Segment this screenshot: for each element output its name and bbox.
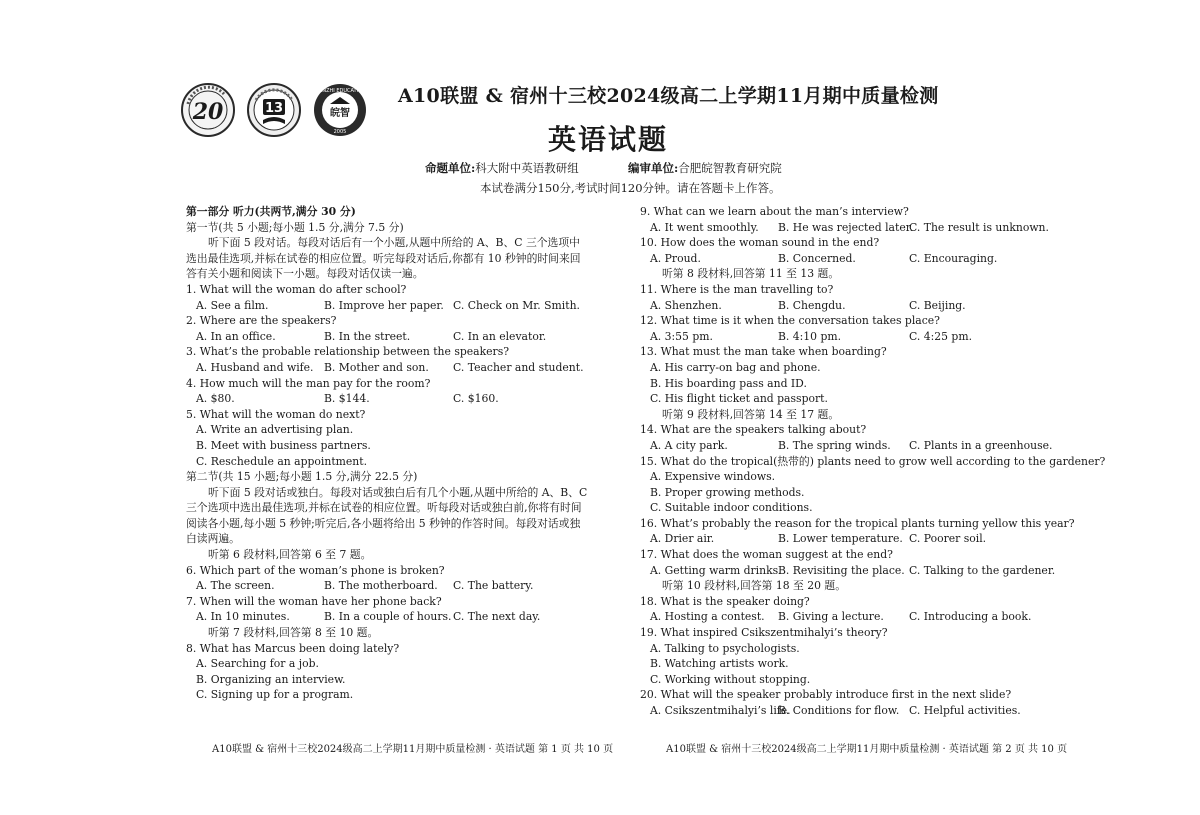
option-c: C. 4:25 pm. bbox=[909, 329, 972, 343]
option-a: A. Proud. bbox=[650, 251, 701, 265]
options-7 bbox=[186, 609, 590, 625]
page-footer-left: A10联盟 & 宿州十三校2024级高二上学期11月期中质量检测 · 英语试题 第 1 页 共 10 页 bbox=[212, 744, 614, 755]
option-a: A. In 10 minutes. bbox=[196, 610, 290, 624]
option-c: C. The battery. bbox=[453, 579, 534, 593]
part-heading: 第一部分 听力(共两节,满分 30 分) bbox=[186, 205, 356, 218]
options-3 bbox=[186, 360, 590, 376]
options-11 bbox=[640, 298, 1060, 314]
question-7: 7. When will the woman have her phone back? bbox=[186, 594, 442, 608]
option-c: C. Encouraging. bbox=[909, 251, 998, 265]
question-8: 8. What has Marcus been doing lately? bbox=[186, 641, 400, 655]
option-c: C. Teacher and student. bbox=[453, 360, 584, 374]
seal-text: 20 bbox=[192, 99, 224, 125]
option-a: A. Drier air. bbox=[650, 532, 715, 546]
options-1 bbox=[186, 298, 590, 314]
option-a: A. Write an advertising plan. bbox=[196, 423, 354, 437]
question-15: 15. What do the tropical(热带的) plants need to grow well according to the gardener? bbox=[640, 454, 1106, 468]
option-a: A. 3:55 pm. bbox=[650, 329, 713, 343]
option-a: A. Hosting a contest. bbox=[650, 610, 765, 624]
option-c: C. Reschedule an appointment. bbox=[196, 454, 368, 468]
option-a: A. It went smoothly. bbox=[650, 220, 759, 234]
material-heading: 听第 8 段材料,回答第 11 至 13 题。 bbox=[662, 267, 840, 281]
option-c: C. Signing up for a program. bbox=[196, 688, 354, 702]
school-alliance-seal-icon bbox=[180, 82, 236, 138]
option-b: B. In the street. bbox=[324, 329, 411, 343]
reviewer-info bbox=[628, 160, 782, 176]
option-c: C. Introducing a book. bbox=[909, 610, 1032, 624]
seal-text: 皖智 bbox=[330, 108, 350, 119]
option-c: C. The next day. bbox=[453, 610, 541, 624]
section-instructions: 听下面 5 段对话。每段对话后有一个小题,从题中所给的 A、B、C 三个选项中选出最佳选项,并标在试卷的相应位置。听完每段对话后,你都有 10 秒钟的时间来回答有关小题和阅读下一小题。每段对话仅读一遍。 bbox=[186, 236, 581, 281]
question-13: 13. What must the man take when boarding? bbox=[640, 345, 887, 359]
option-b: B. Giving a lecture. bbox=[778, 610, 884, 624]
options-6 bbox=[186, 578, 590, 594]
option-b: B. Proper growing methods. bbox=[650, 485, 805, 499]
number-13-seal-icon bbox=[246, 82, 302, 138]
option-c: C. Check on Mr. Smith. bbox=[453, 298, 580, 312]
compiler-label: 命题单位: bbox=[425, 161, 476, 175]
reviewer-label: 编审单位: bbox=[628, 161, 679, 175]
option-b: B. Organizing an interview. bbox=[196, 672, 346, 686]
option-c: C. Working without stopping. bbox=[650, 672, 811, 686]
question-4: 4. How much will the man pay for the room? bbox=[186, 376, 431, 390]
option-a: A. The screen. bbox=[196, 579, 275, 593]
option-a: A. His carry-on bag and phone. bbox=[650, 360, 821, 374]
options-12 bbox=[640, 329, 1060, 345]
material-heading: 听第 9 段材料,回答第 14 至 17 题。 bbox=[662, 407, 840, 421]
section-instructions: 听下面 5 段对话或独白。每段对话或独白后有几个小题,从题中所给的 A、B、C 三个选项中选出最佳选项,并标在试卷的相应位置。听每段对话或独白前,你将有时间阅读各小题,每小题 5 秒钟;听完后,各小题将给出 5 秒钟的作答时间。每段对话或独白读两遍。 bbox=[186, 485, 588, 546]
question-1: 1. What will the woman do after school? bbox=[186, 282, 407, 296]
option-a: A. Talking to psychologists. bbox=[650, 641, 800, 655]
option-b: B. Lower temperature. bbox=[778, 532, 903, 546]
compiler-info bbox=[425, 160, 579, 176]
section-heading: 第二节(共 15 小题;每小题 1.5 分,满分 22.5 分) bbox=[186, 470, 418, 484]
option-a: A. Csikszentmihalyi’s life. bbox=[650, 704, 791, 717]
option-a: A. Searching for a job. bbox=[196, 657, 319, 671]
question-2: 2. Where are the speakers? bbox=[186, 314, 337, 328]
option-a: A. A city park. bbox=[650, 438, 728, 452]
option-c: C. Helpful activities. bbox=[909, 704, 1021, 717]
question-17: 17. What does the woman suggest at the end? bbox=[640, 548, 893, 562]
seal-year: 2005 bbox=[333, 129, 347, 135]
options-18 bbox=[640, 609, 1060, 625]
option-b: B. His boarding pass and ID. bbox=[650, 376, 807, 390]
compiler-value: 科大附中英语教研组 bbox=[475, 161, 579, 175]
option-a: A. Shenzhen. bbox=[650, 298, 722, 312]
option-a: A. Expensive windows. bbox=[650, 470, 776, 484]
question-6: 6. Which part of the woman’s phone is broken? bbox=[186, 563, 445, 577]
option-c: C. Beijing. bbox=[909, 298, 966, 312]
option-b: B. $144. bbox=[324, 392, 370, 406]
options-9 bbox=[640, 220, 1060, 236]
header-seals bbox=[180, 82, 370, 138]
seal-ring-text: WANZHI EDUCATION bbox=[314, 88, 366, 94]
option-b: B. The spring winds. bbox=[778, 438, 891, 452]
option-a: A. See a film. bbox=[196, 298, 269, 312]
options-17 bbox=[640, 563, 1060, 579]
question-20: 20. What will the speaker probably introduce first in the next slide? bbox=[640, 688, 1012, 702]
question-12: 12. What time is it when the conversation takes place? bbox=[640, 314, 940, 328]
option-c: C. $160. bbox=[453, 392, 499, 406]
section-heading: 第一节(共 5 小题;每小题 1.5 分,满分 7.5 分) bbox=[186, 220, 404, 234]
seal-text: 13 bbox=[264, 101, 284, 116]
question-3: 3. What’s the probable relationship between the speakers? bbox=[186, 345, 510, 359]
option-b: B. Concerned. bbox=[778, 251, 856, 265]
options-14 bbox=[640, 438, 1060, 454]
material-heading: 听第 7 段材料,回答第 8 至 10 题。 bbox=[208, 626, 379, 640]
question-5: 5. What will the woman do next? bbox=[186, 407, 366, 421]
option-c: C. Plants in a greenhouse. bbox=[909, 438, 1053, 452]
option-a: A. $80. bbox=[196, 392, 235, 406]
wanzhi-education-seal-icon bbox=[312, 82, 368, 138]
option-b: B. In a couple of hours. bbox=[324, 610, 452, 624]
options-2 bbox=[186, 329, 590, 345]
options-16 bbox=[640, 531, 1060, 547]
material-heading: 听第 6 段材料,回答第 6 至 7 题。 bbox=[208, 548, 372, 562]
option-c: C. Poorer soil. bbox=[909, 532, 987, 546]
option-a: A. In an office. bbox=[196, 329, 276, 343]
option-c: C. Talking to the gardener. bbox=[909, 563, 1056, 577]
option-b: B. Watching artists work. bbox=[650, 657, 789, 671]
option-b: B. Improve her paper. bbox=[324, 298, 444, 312]
option-b: B. Chengdu. bbox=[778, 298, 846, 312]
option-b: B. Meet with business partners. bbox=[196, 438, 371, 452]
left-column bbox=[186, 204, 590, 703]
option-b: B. The motherboard. bbox=[324, 579, 438, 593]
options-20 bbox=[640, 703, 1060, 719]
reviewer-value: 合肥皖智教育研究院 bbox=[678, 161, 782, 175]
page-footer-right: A10联盟 & 宿州十三校2024级高二上学期11月期中质量检测 · 英语试题 第 2 页 共 10 页 bbox=[666, 744, 1068, 755]
option-b: B. Conditions for flow. bbox=[778, 704, 900, 717]
option-a: A. Getting warm drinks. bbox=[650, 563, 782, 577]
question-19: 19. What inspired Csikszentmihalyi’s theory? bbox=[640, 626, 888, 640]
option-c: C. In an elevator. bbox=[453, 329, 547, 343]
question-14: 14. What are the speakers talking about? bbox=[640, 423, 867, 437]
material-heading: 听第 10 段材料,回答第 18 至 20 题。 bbox=[662, 579, 847, 593]
options-4 bbox=[186, 391, 590, 407]
question-11: 11. Where is the man travelling to? bbox=[640, 282, 834, 296]
option-c: C. His flight ticket and passport. bbox=[650, 392, 828, 406]
question-9: 9. What can we learn about the man’s interview? bbox=[640, 205, 909, 218]
question-16: 16. What’s probably the reason for the tropical plants turning yellow this year? bbox=[640, 516, 1075, 530]
option-c: C. Suitable indoor conditions. bbox=[650, 501, 813, 515]
option-a: A. Husband and wife. bbox=[196, 360, 314, 374]
options-10 bbox=[640, 251, 1060, 267]
question-18: 18. What is the speaker doing? bbox=[640, 594, 810, 608]
exam-note: 本试卷满分150分,考试时间120分钟。请在答题卡上作答。 bbox=[480, 181, 781, 195]
option-b: B. Revisiting the place. bbox=[778, 563, 905, 577]
option-b: B. Mother and son. bbox=[324, 360, 429, 374]
option-b: B. He was rejected later. bbox=[778, 220, 914, 234]
right-column bbox=[640, 204, 1106, 719]
subject-title: 英语试题 bbox=[548, 123, 669, 156]
option-c: C. The result is unknown. bbox=[909, 220, 1049, 234]
option-b: B. 4:10 pm. bbox=[778, 329, 842, 343]
question-10: 10. How does the woman sound in the end? bbox=[640, 236, 880, 250]
page-title: A10联盟 & 宿州十三校2024级高二上学期11月期中质量检测 bbox=[398, 85, 939, 107]
